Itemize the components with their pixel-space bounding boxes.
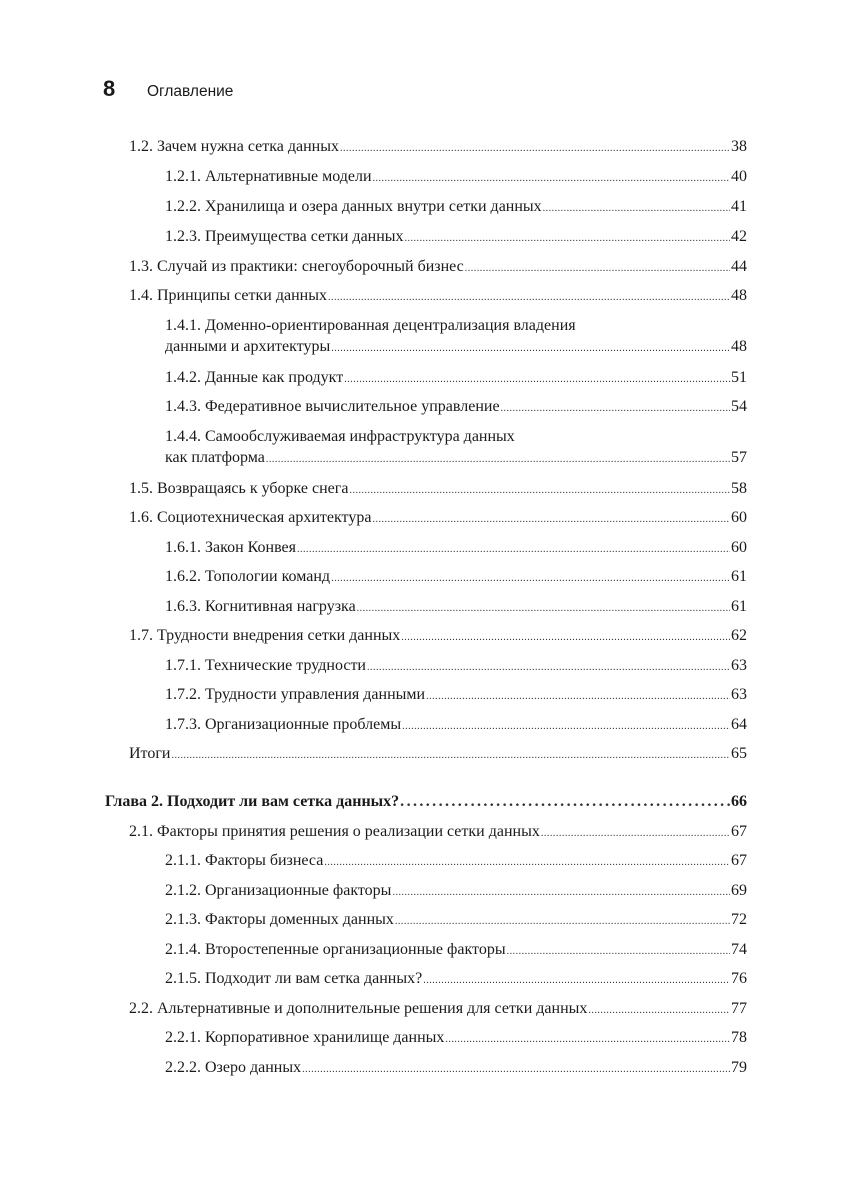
dot-leader — [423, 968, 730, 991]
toc-entry-1-5[interactable] — [129, 478, 747, 501]
toc-entry-page: 48 — [731, 287, 747, 304]
toc-entry-1-4[interactable] — [129, 285, 747, 308]
dot-leader — [349, 478, 730, 501]
toc-entry-title: 2.1.2. Организационные факторы — [165, 882, 392, 899]
toc-entry-page: 69 — [731, 882, 747, 899]
toc-entry-title-line1: 1.4.1. Доменно-ориентированная децентрализация владения — [165, 317, 576, 334]
toc-chapter-2[interactable] — [105, 791, 747, 812]
running-title: Оглавление — [147, 83, 234, 100]
toc-entry-title: 2.1.5. Подходит ли вам сетка данных? — [165, 970, 423, 987]
dot-leader — [372, 507, 730, 530]
page-number: 8 — [103, 76, 116, 101]
toc-entry-title: 1.7.2. Трудности управления данными — [165, 686, 426, 703]
toc-entry-2-1-4[interactable] — [165, 939, 747, 962]
toc-entry-title: 1.2. Зачем нужна сетка данных — [129, 138, 339, 155]
dot-leader — [331, 336, 730, 359]
toc-entry-title: 1.6.2. Топологии команд — [165, 568, 331, 585]
toc-entry-page: 61 — [731, 568, 747, 585]
dot-leader — [426, 684, 730, 707]
toc-entry-page: 79 — [731, 1059, 747, 1076]
toc-entry-title: 1.7.3. Организационные проблемы — [165, 716, 402, 733]
dot-leader — [367, 655, 730, 678]
dot-leader — [331, 566, 730, 589]
toc-entry-title: 2.1.1. Факторы бизнеса — [165, 852, 324, 869]
toc-entry-page: 67 — [731, 823, 747, 840]
dot-leader — [588, 998, 730, 1021]
dot-leader — [373, 166, 730, 189]
toc-entry-title-line1: 1.4.4. Самообслуживаемая инфраструктура данных — [165, 428, 515, 445]
dot-leader — [402, 714, 730, 737]
toc-entry-page: 62 — [731, 627, 747, 644]
toc-entry-1-3[interactable] — [129, 256, 747, 279]
dot-leader — [541, 821, 730, 844]
toc-entry-title: Итоги — [129, 745, 171, 762]
toc-entry-page: 66 — [731, 793, 747, 810]
toc-entry-title: 1.5. Возвращаясь к уборке снега — [129, 480, 349, 497]
toc-entry-2-2[interactable] — [129, 998, 747, 1021]
dot-leader — [543, 196, 730, 219]
toc-entry-title: 2.2.1. Корпоративное хранилище данных — [165, 1029, 445, 1046]
toc-entry-page: 78 — [731, 1029, 747, 1046]
toc-entry-title: 1.4.3. Федеративное вычислительное управление — [165, 398, 500, 415]
dot-leader — [507, 939, 730, 962]
toc-entry-1-7-2[interactable] — [165, 684, 747, 707]
toc-entry-title: 1.6.3. Когнитивная нагрузка — [165, 598, 356, 615]
dot-leader — [465, 256, 730, 279]
toc-entry-1-6-3[interactable] — [165, 596, 747, 619]
toc-entry-2-1-2[interactable] — [165, 880, 747, 903]
toc-entry-page: 42 — [731, 228, 747, 245]
toc-entry-title: 1.2.2. Хранилища и озера данных внутри сетки данных — [165, 198, 542, 215]
toc-entry-title: 1.7.1. Технические трудности — [165, 657, 366, 674]
toc-entry-title: 1.6.1. Закон Конвея — [165, 539, 296, 556]
toc-entry-page: 65 — [731, 745, 747, 762]
toc-entry-title: 1.4. Принципы сетки данных — [129, 287, 327, 304]
toc-entry-1-7[interactable] — [129, 625, 747, 648]
toc-entry-page: 74 — [731, 941, 747, 958]
toc-entry-title: Глава 2. Подходит ли вам сетка данных? — [105, 793, 400, 810]
toc-entry-title: данными и архитектуры — [165, 338, 331, 355]
toc-entry-page: 41 — [731, 198, 747, 215]
toc-entry-2-1[interactable] — [129, 821, 747, 844]
toc-entry-2-1-5[interactable] — [165, 968, 747, 991]
toc-entry-title: как платформа — [165, 449, 265, 466]
toc-entry-title: 1.4.2. Данные как продукт — [165, 369, 344, 386]
dot-leader — [324, 850, 730, 873]
toc-entry-1-2-2[interactable] — [165, 196, 747, 219]
dot-leader — [328, 285, 730, 308]
toc-entry-page: 63 — [731, 686, 747, 703]
dot-leader — [171, 743, 730, 766]
toc-entry-page: 51 — [731, 369, 747, 386]
toc-entry-1-6-2[interactable] — [165, 566, 747, 589]
toc-entry-1-6[interactable] — [129, 507, 747, 530]
toc-entry-page: 60 — [731, 539, 747, 556]
toc-entry-title: 1.6. Социотехническая архитектура — [129, 509, 372, 526]
toc-entry-title: 2.1.4. Второстепенные организационные факторы — [165, 941, 506, 958]
toc-entry-page: 48 — [731, 338, 747, 355]
toc-entry-page: 64 — [731, 716, 747, 733]
toc-entry-1-4-4[interactable] — [165, 426, 747, 470]
toc-entry-1-7-3[interactable] — [165, 714, 747, 737]
toc-entry-1-7-1[interactable] — [165, 655, 747, 678]
toc-entry-1-6-1[interactable] — [165, 537, 747, 560]
toc-entry-1-2-1[interactable] — [165, 166, 747, 189]
toc-entry-2-1-1[interactable] — [165, 850, 747, 873]
toc-entry-summary[interactable] — [129, 743, 747, 766]
toc-entry-2-1-3[interactable] — [165, 909, 747, 932]
toc-entry-title: 1.7. Трудности внедрения сетки данных — [129, 627, 401, 644]
dot-leader — [340, 136, 730, 159]
toc-entry-page: 57 — [731, 449, 747, 466]
dot-leader — [357, 596, 730, 619]
toc-entry-page: 61 — [731, 598, 747, 615]
toc-entry-page: 63 — [731, 657, 747, 674]
toc-entry-page: 40 — [731, 168, 747, 185]
toc-entry-title: 2.1.3. Факторы доменных данных — [165, 911, 394, 928]
toc-entry-1-4-3[interactable] — [165, 396, 747, 419]
running-head — [103, 76, 233, 102]
toc-entry-title: 1.2.3. Преимущества сетки данных — [165, 228, 404, 245]
dot-leader — [344, 367, 730, 390]
toc-entry-title: 2.2. Альтернативные и дополнительные решения для сетки данных — [129, 1000, 588, 1017]
toc-entry-title: 1.3. Случай из практики: снегоуборочный бизнес — [129, 258, 464, 275]
dot-leader — [401, 625, 730, 648]
toc-entry-1-4-2[interactable] — [165, 367, 747, 390]
dot-leader — [400, 791, 730, 812]
toc-entry-page: 77 — [731, 1000, 747, 1017]
toc-entry-1-2-3[interactable] — [165, 226, 747, 249]
toc-entry-1-4-1[interactable] — [165, 315, 747, 359]
toc-entry-page: 54 — [731, 398, 747, 415]
dot-leader — [302, 1057, 730, 1080]
toc-entry-title: 1.2.1. Альтернативные модели — [165, 168, 372, 185]
toc-entry-1-2[interactable] — [129, 136, 747, 159]
toc-entry-page: 72 — [731, 911, 747, 928]
dot-leader — [445, 1027, 730, 1050]
dot-leader — [392, 880, 730, 903]
toc-entry-page: 58 — [731, 480, 747, 497]
toc-entry-title: 2.2.2. Озеро данных — [165, 1059, 302, 1076]
toc-entry-page: 60 — [731, 509, 747, 526]
dot-leader — [266, 447, 730, 470]
dot-leader — [501, 396, 730, 419]
toc-entry-page: 67 — [731, 852, 747, 869]
toc-entry-page: 38 — [731, 138, 747, 155]
toc-entry-2-2-1[interactable] — [165, 1027, 747, 1050]
toc-entry-title: 2.1. Факторы принятия решения о реализации сетки данных — [129, 823, 540, 840]
toc-entry-page: 76 — [731, 970, 747, 987]
dot-leader — [395, 909, 730, 932]
dot-leader — [297, 537, 730, 560]
dot-leader — [405, 226, 730, 249]
toc-entry-2-2-2[interactable] — [165, 1057, 747, 1080]
toc-entry-page: 44 — [731, 258, 747, 275]
